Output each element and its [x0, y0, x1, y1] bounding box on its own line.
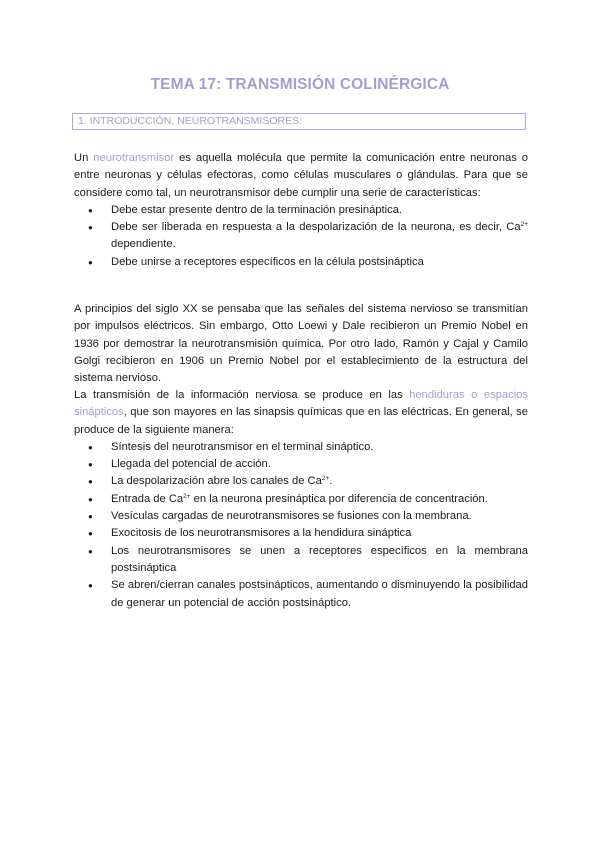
- transmission-steps-list: [74, 439, 528, 612]
- list-item: [74, 577, 528, 612]
- list-item: [74, 439, 528, 456]
- paragraph-neurotransmitter-definition: [74, 150, 528, 202]
- para3-rest: , que son mayores en las sinapsis químicas que en las eléctricas. En general, se produce de la siguiente manera:: [74, 406, 528, 436]
- superscript: 2+: [520, 221, 528, 229]
- list-item: [74, 543, 528, 578]
- list-item-text: La despolarización abre los canales de Ca: [111, 475, 322, 488]
- page-title: TEMA 17: TRANSMISIÓN COLINÉRGICA: [150, 76, 450, 93]
- intro-block: [74, 150, 528, 271]
- list-item: [74, 491, 528, 508]
- superscript: 2+: [321, 475, 330, 483]
- list-item-text: Debe estar presente dentro de la terminación presináptica.: [111, 203, 403, 216]
- paragraph-history: A principios del siglo XX se pensaba que las señales del sistema nervioso se transmitían por impulsos eléctricos. Sin embargo, Otto Loewi y Dale recibieron un Premio Nobel en 1936 por demostrar la neurotransmisión química. Por otro lado, Ramón y Cajal y Camilo Golgi recibieron en 1906 un Premio Nobel por el establecimiento de la estructura del sistema nervioso.: [74, 303, 528, 385]
- history-block: [74, 301, 528, 387]
- list-item-text: Síntesis del neurotransmisor en el terminal sináptico.: [111, 440, 374, 453]
- para1-rest: es aquella molécula que permite la comunicación entre neuronas o entre neuronas y células efectoras, como células musculares o glándulas. Para que se considere como tal, un neurotransmisor debe cumplir una serie de características:: [74, 152, 528, 199]
- para3-lead: La transmisión de la información nerviosa se produce en las: [74, 389, 410, 401]
- list-item-text: en la neurona presináptica por diferencia de concentración.: [190, 492, 488, 505]
- list-item-text: Exocitosis de los neurotransmisores a la hendidura sináptica: [111, 527, 412, 540]
- list-item-text: Vesículas cargadas de neurotransmisores se fusiones con la membrana.: [111, 510, 472, 523]
- list-item-text: Llegada del potencial de acción.: [111, 458, 271, 471]
- list-item: [74, 202, 528, 219]
- list-item: [74, 508, 528, 525]
- list-item-text: .: [329, 475, 333, 488]
- list-item-text: Entrada de Ca: [111, 492, 184, 505]
- list-item: [74, 254, 528, 271]
- term-hendiduras: hendiduras o espacios sinápticos: [74, 389, 528, 419]
- list-item-text: Debe ser liberada en respuesta a la despolarización de la neurona, es decir, Ca: [111, 221, 521, 234]
- list-item-text: dependiente.: [111, 238, 176, 251]
- superscript: 2+: [183, 492, 191, 500]
- characteristics-list: [74, 202, 528, 271]
- list-item: [74, 473, 528, 490]
- list-item-text: Los neurotransmisores se unen a receptores específicos en la membrana postsináptica: [111, 544, 528, 574]
- list-item-text: Se abren/cierran canales postsinápticos, aumentando o disminuyendo la posibilidad de generar un potencial de acción postsináptico.: [111, 579, 528, 609]
- paragraph-transmission: [74, 387, 528, 439]
- list-item: [74, 525, 528, 542]
- transmission-block: [74, 387, 528, 612]
- list-item: [74, 219, 528, 254]
- section-heading: 1. INTRODUCCIÓN. NEUROTRANSMISORES:: [72, 113, 526, 130]
- term-neurotransmisor: neurotransmisor: [93, 152, 175, 164]
- para1-lead: Un: [74, 152, 94, 164]
- list-item-text: Debe unirse a receptores específicos en la célula postsináptica: [111, 255, 424, 268]
- list-item: [74, 456, 528, 473]
